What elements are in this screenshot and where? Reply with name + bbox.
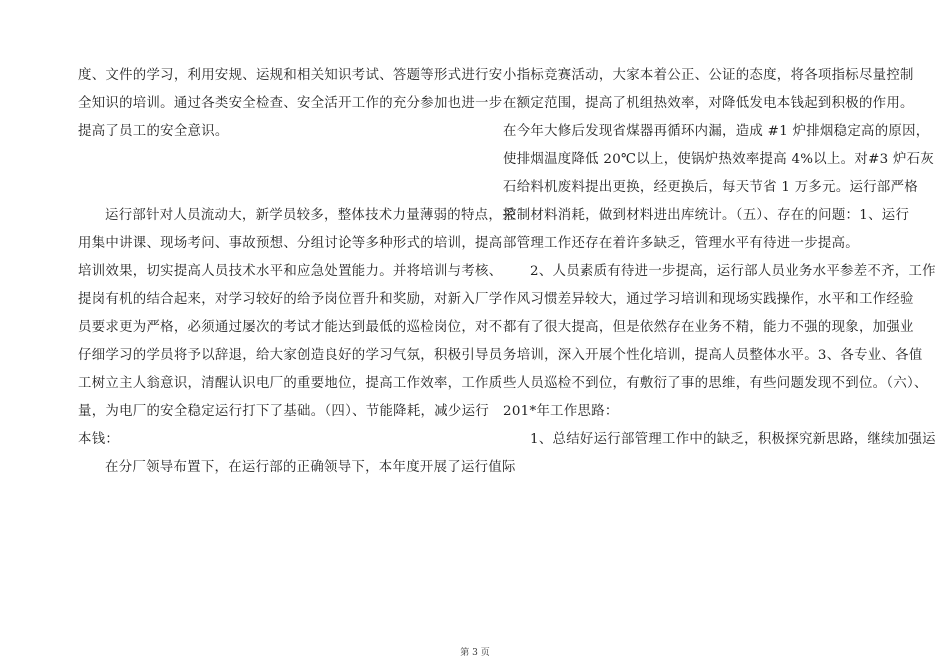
left-text-column [78, 62, 516, 482]
text-line: 培训效果，切实提高人员技术水平和应急处置能力。并将培训与考核、 [78, 264, 503, 279]
text-line: 全知识的培训。通过各类安全检查、安全活开工作的充分参加也进一步 [78, 96, 503, 111]
text-line: 些人员巡检不到位，有敷衍了事的思维，有些问题发现不到位。（六）、 [503, 376, 928, 391]
text-line: 用集中讲课、现场考问、事故预想、分组讨论等多种形式的培训，提高 [78, 236, 503, 251]
text-line: 运行部针对人员流动大，新学员较多，整体技术力量薄弱的特点，采 [105, 208, 516, 223]
text-line: 石给料机废料提出更换，经更换后，每天节省 1 万多元。运行部严格 [503, 180, 918, 195]
text-line: 度、文件的学习，利用安规、运规和相关知识考试、答题等形式进行安 [78, 68, 503, 83]
text-line: 使排烟温度降低 20℃以上，使锅炉热效率提高 4%以上。对#3 炉石灰 [503, 152, 935, 167]
text-line: 员要求更为严格，必须通过屡次的考试才能达到最低的巡检岗位，对不 [78, 320, 503, 335]
right-text-column [503, 62, 936, 454]
text-line: 本钱： [78, 432, 120, 447]
text-line: 控制材料消耗，做到材料进出库统计。（五）、存在的问题：1、运行 [503, 208, 910, 223]
paragraph-gap [78, 174, 466, 202]
text-line: 201*年工作思路： [503, 404, 619, 419]
text-line: 1、总结好运行部管理工作中的缺乏，积极探究新思路，继续加强运 [530, 432, 936, 447]
text-line: 作风习惯差异较大，通过学习培训和现场实践操作，水平和工作经验 [503, 292, 914, 307]
text-line: 工树立主人翁意识，清醒认识电厂的重要地位，提高工作效率，工作质 [78, 376, 503, 391]
text-line: 提岗有机的结合起来，对学习较好的给予岗位晋升和奖励，对新入厂学 [78, 292, 503, 307]
page-number: 第 3 页 [460, 648, 490, 658]
text-line: 在今年大修后发现省煤器再循环内漏，造成 #1 炉排烟稳定高的原因， [503, 124, 930, 139]
text-line: 都有了很大提高，但是依然存在业务不精，能力不强的现象，加强业 [503, 320, 914, 335]
text-line: 小指标竞赛活动，大家本着公正、公证的态度，将各项指标尽量控制 [503, 68, 914, 83]
text-line: 2、人员素质有待进一步提高，运行部人员业务水平参差不齐，工作 [530, 264, 936, 279]
text-line: 提高了员工的安全意识。 [78, 124, 229, 139]
text-line: 部管理工作还存在着许多缺乏，管理水平有待进一步提高。 [503, 236, 859, 251]
paragraph-gap [78, 146, 466, 174]
text-line: 在分厂领导布置下，在运行部的正确领导下，本年度开展了运行值际 [105, 460, 516, 475]
text-line: 在额定范围，提高了机组热效率，对降低发电本钱起到积极的作用。 [503, 96, 914, 111]
text-line: 量，为电厂的安全稳定运行打下了基础。（四）、节能降耗，减少运行 [78, 404, 490, 419]
text-line: 务培训，深入开展个性化培训，提高人员整体水平。3、各专业、各值 [503, 348, 923, 363]
text-line: 仔细学习的学员将予以辞退，给大家创造良好的学习气氛，积极引导员 [78, 348, 503, 363]
